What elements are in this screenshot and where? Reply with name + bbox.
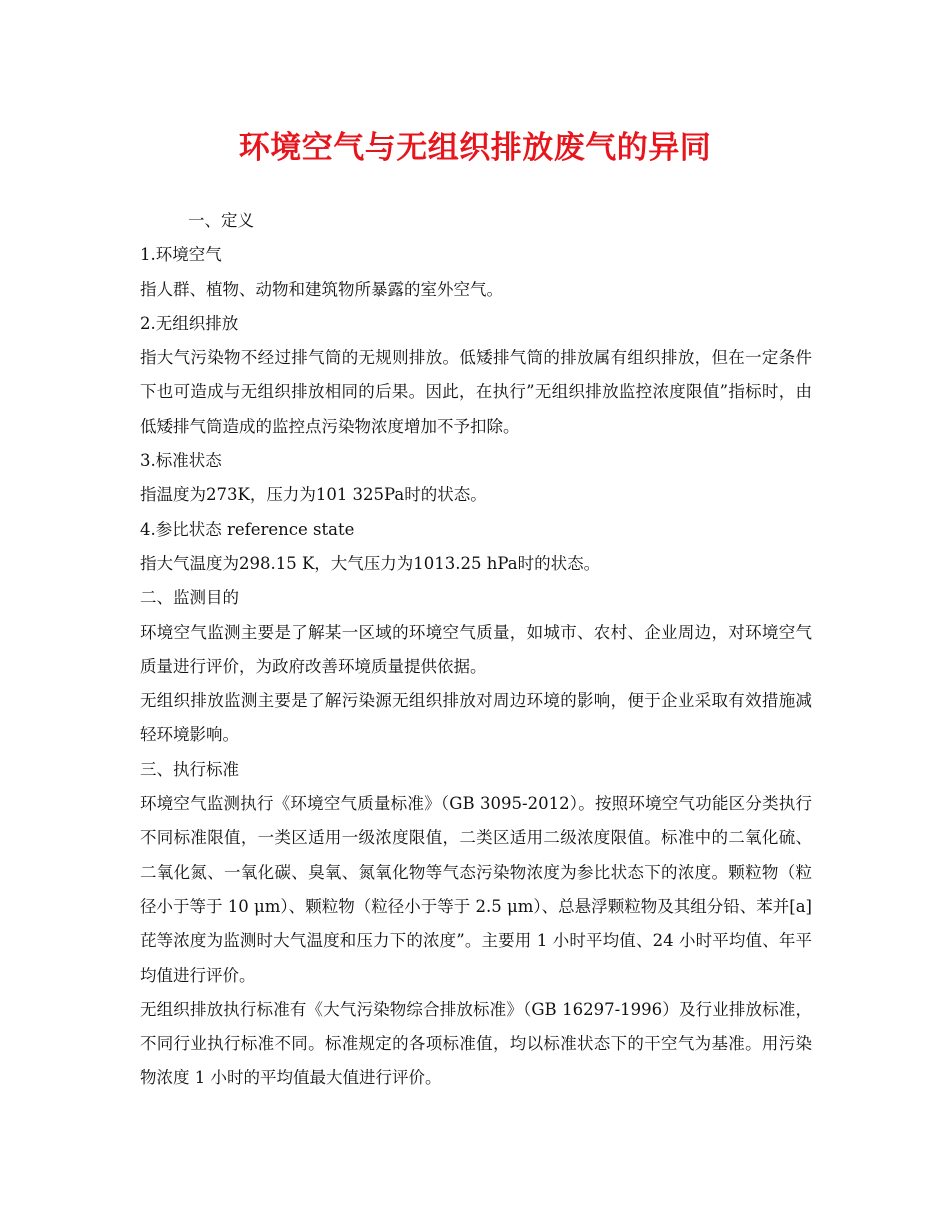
paragraph-standard-state-definition: 指温度为273K，压力为101 325Pa时的状态。: [140, 485, 487, 505]
paragraph-ambient-air-definition: 指人群、植物、动物和建筑物所暴露的室外空气。: [140, 279, 503, 299]
paragraph-fugitive-monitoring-purpose: 无组织排放监测主要是了解污染源无组织排放对周边环境的影响，便于企业采取有效措施减轻环境影响。: [140, 691, 812, 745]
paragraph-ambient-standards: 环境空气监测执行《环境空气质量标准》（GB 3095-2012）。按照环境空气功能区分类执行不同标准限值，一类区适用一级浓度限值，二类区适用二级浓度限值。标准中的二氧化硫、二氧化氮、一氧化碳、臭氧、氮氧化物等气态污染物浓度为参比状态下的浓度。颗粒物（粒径小于等于 10 μm）、颗粒物（粒径小于等于 2.5 μm）、总悬浮颗粒物及其组分铅、苯并[a]芘等浓度为监测时大气温度和压力下的浓度”。主要用 1 小时平均值、24 小时平均值、年平均值进行评价。: [140, 794, 812, 985]
section-heading-monitoring-purpose: 二、监测目的: [140, 588, 239, 608]
document-title: 环境空气与无组织排放废气的异同: [238, 130, 712, 166]
document-body: [140, 204, 812, 1096]
paragraph-fugitive-emission-definition: 指大气污染物不经过排气筒的无规则排放。低矮排气筒的排放属有组织排放，但在一定条件下也可造成与无组织排放相同的后果。因此，在执行”无组织排放监控浓度限值”指标时，由低矮排气筒造成的监控点污染物浓度增加不予扣除。: [140, 348, 812, 436]
paragraph-reference-state-definition: 指大气温度为298.15 K，大气压力为1013.25 hPa时的状态。: [140, 553, 601, 573]
section-heading-standards: 三、执行标准: [140, 759, 239, 779]
subheading-reference-state: 4.参比状态 reference state: [140, 519, 355, 539]
subheading-ambient-air: 1.环境空气: [140, 245, 222, 265]
paragraph-fugitive-standards: 无组织排放执行标准有《大气污染物综合排放标准》（GB 16297-1996）及行业排放标准，不同行业执行标准不同。标准规定的各项标准值，均以标准状态下的干空气为基准。用污染物浓度 1 小时的平均值最大值进行评价。: [140, 999, 812, 1088]
subheading-fugitive-emission: 2.无组织排放: [140, 313, 239, 333]
section-heading-definition: 一、定义: [188, 211, 254, 230]
subheading-standard-state: 3.标准状态: [140, 451, 222, 471]
paragraph-ambient-monitoring-purpose: 环境空气监测主要是了解某一区域的环境空气质量，如城市、农村、企业周边，对环境空气质量进行评价，为政府改善环境质量提供依据。: [140, 622, 812, 676]
